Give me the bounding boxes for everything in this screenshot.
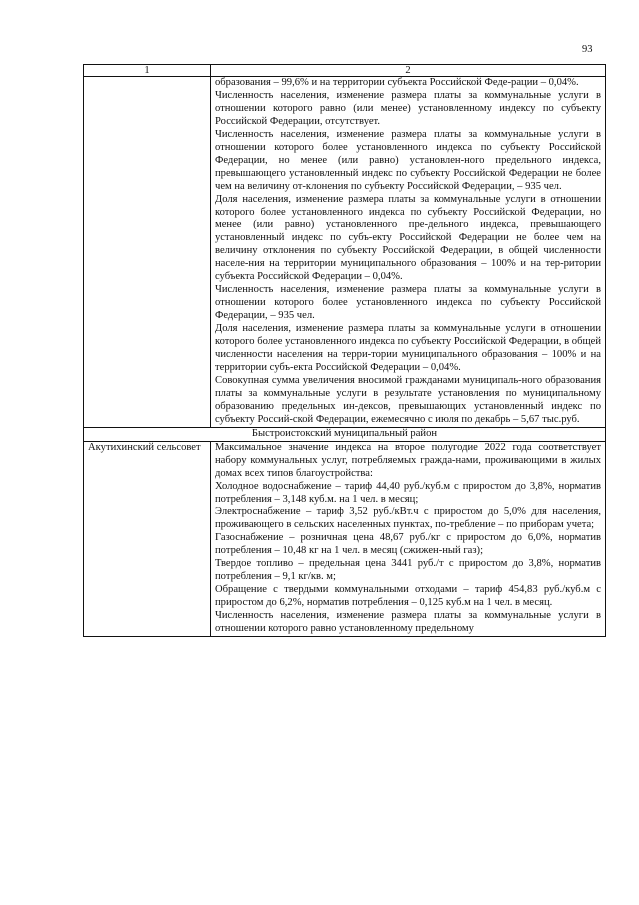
region-title: Быстроистокский муниципальный район: [84, 427, 606, 441]
paragraph: Доля населения, изменение размера платы за коммунальные услуги в отношении которого более установленного индекса по субъекту Российской Федерации, но менее (или равно) установленного пре-дельного индекса, превышающего установленный индекс по субъ-екту Российской Федерации не более чем на величину отклонения по субъекту Российской Федерации, в общей численности населе-ния на территории муниципального образования – 100% и на тер-ритории субъекта Российской Федерации – 0,04%.: [215, 193, 601, 283]
page-number: 93: [582, 44, 593, 55]
paragraph: Твердое топливо – предельная цена 3441 руб./т с приростом до 3,8%, норматив потребления – 9,1 кг/кв. м;: [215, 558, 601, 583]
column-header-2: 2: [211, 65, 606, 77]
column-header-1: 1: [84, 65, 211, 77]
paragraph: Обращение с твердыми коммунальными отходами – тариф 454,83 руб./куб.м с приростом до 6,2%, норматив потребления – 0,125 куб.м на 1 чел. в месяц.: [215, 584, 601, 609]
paragraph: Доля населения, изменение размера платы за коммунальные услуги в отношении которого более установленного индекса по субъекту Российской Федерации, в общей численности населения на терри-тории муниципального образования – 100% и на территории субъ-екта Российской Федерации – 0,04%.: [215, 323, 601, 373]
paragraph: Электроснабжение – тариф 3,52 руб./кВт.ч с приростом до 5,0% для населения, проживающего в сельских населенных пунктах, по-требление – по приборам учета;: [215, 506, 601, 531]
region-row: [84, 427, 606, 441]
entity-row: [84, 441, 606, 636]
paragraph: Численность населения, изменение размера платы за коммунальные услуги в отношении которого равно (или менее) установленному индексу по субъекту Российской Федерации, отсутствует.: [215, 89, 601, 127]
paragraph: Совокупная сумма увеличения вносимой гражданами муниципаль-ного образования платы за коммунальные услуги в результате установления по муниципальному образованию предельных ин-дексов, превышающих установленный индекс по субъекту Россий-ской Федерации, ежемесячно с июля по декабрь – 5,67 тыс.руб.: [215, 374, 601, 425]
table-header-row: [84, 65, 606, 77]
paragraph: Максимальное значение индекса на второе полугодие 2022 года соответствует набору коммунальных услуг, потребляемых гражда-нами, проживающими в жилых домах всех типов благоустройства:: [215, 441, 601, 479]
empty-entity-cell: [84, 77, 211, 428]
continuation-text-cell: [211, 77, 606, 428]
paragraph: образования – 99,6% и на территории субъекта Российской Феде-рации – 0,04%.: [215, 77, 579, 88]
continuation-row: [84, 77, 606, 428]
municipal-index-table: [83, 64, 606, 637]
paragraph: Холодное водоснабжение – тариф 44,40 руб./куб.м с приростом до 3,8%, норматив потребления – 3,148 куб.м. на 1 чел. в месяц;: [215, 480, 601, 505]
paragraph: Численность населения, изменение размера платы за коммунальные услуги в отношении которого более установленного индекса по субъекту Российской Федерации, но менее (или равно) установлен-ного предельного индекса, превышающего установленный индекс по субъекту Российской Федерации не более чем на величину от-клонения по субъекту Российской Федерации, – 935 чел.: [215, 128, 601, 192]
paragraph: Численность населения, изменение размера платы за коммунальные услуги в отношении которого более установленного индекса по субъекту Российской Федерации, – 935 чел.: [215, 284, 601, 322]
paragraph: Газоснабжение – розничная цена 48,67 руб./кг с приростом до 6,0%, норматив потребления – 10,48 кг на 1 чел. в месяц (сжижен-ный газ);: [215, 532, 601, 557]
entity-name: Акутихинский сельсовет: [84, 441, 211, 636]
entity-text-cell: [211, 441, 606, 636]
paragraph: Численность населения, изменение размера платы за коммунальные услуги в отношении которого равно установленному предельному: [215, 610, 601, 635]
